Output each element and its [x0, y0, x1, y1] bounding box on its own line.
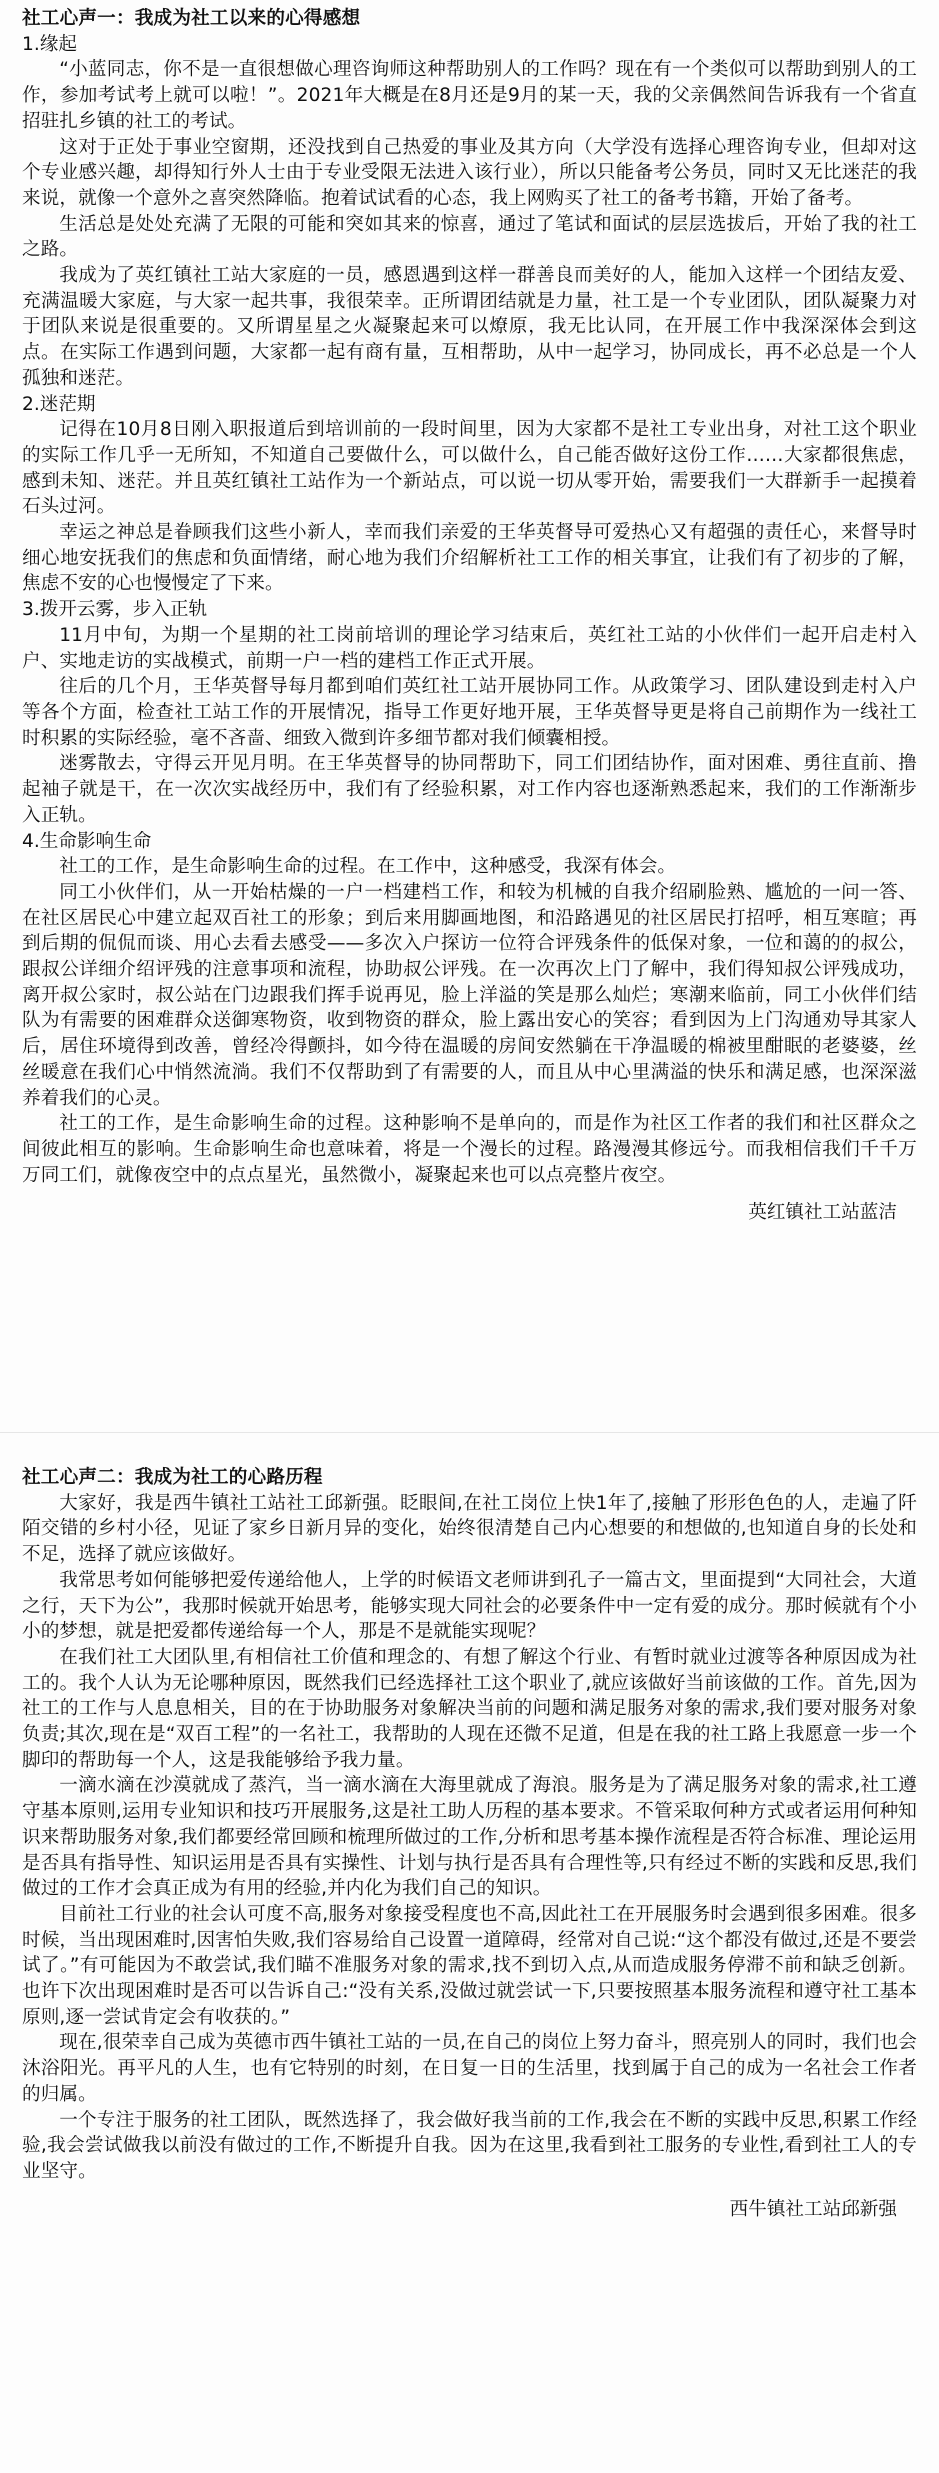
paragraph: 社工的工作，是生命影响生命的过程。在工作中，这种感受，我深有体会。 [59, 856, 677, 878]
article-1 [22, 6, 917, 1226]
paragraph: 往后的几个月，王华英督导每月都到咱们英红社工站开展协同工作。从政策学习、团队建设到走村入户等各个方面，检查社工站工作的开展情况，指导工作更好地开展，王华英督导更是将自己前期作为一线社工时积累的实际经验，毫不吝啬、细致入微到许多细节都对我们倾囊相授。 [22, 676, 917, 749]
paragraph: 记得在10月8日刚入职报道后到培训前的一段时间里，因为大家都不是社工专业出身，对社工这个职业的实际工作几乎一无所知，不知道自己要做什么，可以做什么，自己能否做好这份工作……大家都很焦虑，感到未知、迷茫。并且英红镇社工站作为一个新站点，可以说一切从零开始，需要我们一大群新手一起摸着石头过河。 [22, 419, 917, 518]
paragraph: 社工的工作，是生命影响生命的过程。这种影响不是单向的，而是作为社区工作者的我们和社区群众之间彼此相互的影响。生命影响生命也意味着，将是一个漫长的过程。路漫漫其修远兮。而我相信我们千千万万同工们，就像夜空中的点点星光，虽然微小，凝聚起来也可以点亮整片夜空。 [22, 1113, 917, 1186]
paragraph: 大家好，我是西牛镇社工站社工邱新强。眨眼间,在社工岗位上快1年了,接触了形形色色的人，走遍了阡陌交错的乡村小径，见证了家乡日新月异的变化，始终很清楚自己内心想要的和想做的,也知道自身的长处和不足，选择了就应该做好。 [22, 1492, 917, 1566]
paragraph: 生活总是处处充满了无限的可能和突如其来的惊喜，通过了笔试和面试的层层选拔后，开始了我的社工之路。 [22, 213, 917, 261]
paragraph: 一滴水滴在沙漠就成了蒸汽，当一滴水滴在大海里就成了海浪。服务是为了满足服务对象的需求,社工遵守基本原则,运用专业知识和技巧开展服务,这是社工助人历程的基本要求。不管采取何种方式或者运用何种知识来帮助服务对象,我们都要经常回顾和梳理所做过的工作,分析和思考基本操作流程是否符合标准、理论运用是否具有指导性、知识运用是否具有实操性、计划与执行是否具有合理性等,只有经过不断的实践和反思,我们做过的工作才会真正成为有用的经验,并内化为我们自己的知识。 [22, 1775, 917, 1900]
article-2-title: 社工心声二：我成为社工的心路历程 [22, 1467, 323, 1488]
section-on-track [22, 597, 917, 828]
article-2-signature: 西牛镇社工站邱新强 [729, 2198, 897, 2220]
paragraph: 同工小伙伴们，从一开始枯燥的一户一档建档工作，和较为机械的自我介绍刷脸熟、尴尬的一问一答、在社区居民心中建立起双百社工的形象；到后来用脚画地图，和沿路遇见的社区居民打招呼，相互寒暄；再到后期的侃侃而谈、用心去看去感受——多次入户探访一位符合评残条件的低保对象，一位和蔼的的叔公，跟叔公详细介绍评残的注意事项和流程，协助叔公评残。在一次再次上门了解中，我们得知叔公评残成功，离开叔公家时，叔公站在门边跟我们挥手说再见，脸上洋溢的笑是那么灿烂；寒潮来临前，同工小伙伴们结队为有需要的困难群众送御寒物资，收到物资的群众，脸上露出安心的笑容；看到因为上门沟通劝导其家人后，居住环境得到改善，曾经冷得颤抖，如今待在温暖的房间安然躺在干净温暖的棉被里酣眠的老婆婆，丝丝暖意在我们心中悄然流淌。我们不仅帮助到了有需要的人，而且从中心里满溢的快乐和满足感，也深深滋养着我们的心灵。 [22, 881, 917, 1109]
paragraph: 在我们社工大团队里,有相信社工价值和理念的、有想了解这个行业、有暂时就业过渡等各种原因成为社工的。我个人认为无论哪种原因，既然我们已经选择社工这个职业了,就应该做好当前该做的工作。首先,因为社工的工作与人息息相关，目的在于协助服务对象解决当前的问题和满足服务对象的需求,我们要对服务对象负责;其次,现在是“双百工程”的一名社工，我帮助的人现在还微不足道，但是在我的社工路上我愿意一步一个脚印的帮助每一个人，这是我能够给予我力量。 [22, 1646, 917, 1771]
article-1-signature: 英红镇社工站蓝洁 [748, 1202, 897, 1224]
paragraph: “小蓝同志，你不是一直很想做心理咨询师这种帮助别人的工作吗？现在有一个类似可以帮助到别人的工作，参加考试考上就可以啦！”。2021年大概是在8月还是9月的某一天，我的父亲偶然间告诉我有一个省直招驻扎乡镇的社工的考试。 [22, 59, 917, 132]
section-heading: 2.迷茫期 [22, 393, 96, 415]
paragraph: 目前社工行业的社会认可度不高,服务对象接受程度也不高,因此社工在开展服务时会遇到很多困难。很多时候，当出现困难时,因害怕失败,我们容易给自己设置一道障碍，经常对自己说:“这个都没有做过,还是不要尝试了。”有可能因为不敢尝试,我们瞄不准服务对象的需求,找不到切入点,从而造成服务停滞不前和缺乏创新。也许下次出现困难时是否可以告诉自己:“没有关系,没做过就尝试一下,只要按照基本服务流程和遵守社工基本原则,逐一尝试肯定会有收获的。” [22, 1903, 917, 2028]
section-confusion [22, 392, 917, 598]
article-divider [0, 1432, 939, 1433]
section-life-affects-life [22, 829, 917, 1189]
paragraph: 一个专注于服务的社工团队，既然选择了，我会做好我当前的工作,我会在不断的实践中反思,积累工作经验,我会尝试做我以前没有做过的工作,不断提升自我。因为在这里,我看到社工服务的专业性,看到社工人的专业坚守。 [22, 2109, 917, 2182]
section-heading: 3.拨开云雾，步入正轨 [22, 599, 208, 621]
paragraph: 我成为了英红镇社工站大家庭的一员，感恩遇到这样一群善良而美好的人，能加入这样一个团结友爱、充满温暖大家庭，与大家一起共事，我很荣幸。正所谓团结就是力量，社工是一个专业团队，团队凝聚力对于团队来说是很重要的。又所谓星星之火凝聚起来可以燎原，我无比认同，在开展工作中我深深体会到这点。在实际工作遇到问题，大家都一起有商有量，互相帮助，从中一起学习，协同成长，再不必总是一个人孤独和迷茫。 [22, 265, 917, 389]
article-2 [22, 1465, 917, 2222]
paragraph: 这对于正处于事业空窗期，还没找到自己热爱的事业及其方向（大学没有选择心理咨询专业，但却对这个专业感兴趣，却得知行外人士由于专业受限无法进入该行业），所以只能备考公务员，同时又无比迷茫的我来说，就像一个意外之喜突然降临。抱着试试看的心态，我上网购买了社工的备考书籍，开始了备考。 [22, 136, 917, 209]
section-origin [22, 32, 917, 392]
paragraph: 幸运之神总是眷顾我们这些小新人，幸而我们亲爱的王华英督导可爱热心又有超强的责任心，来督导时细心地安抚我们的焦虑和负面情绪，耐心地为我们介绍解析社工工作的相关事宜，让我们有了初步的了解，焦虑不安的心也慢慢定了下来。 [22, 522, 917, 595]
paragraph: 我常思考如何能够把爱传递给他人，上学的时候语文老师讲到孔子一篇古文，里面提到“大同社会，大道之行，天下为公”，我那时候就开始思考，能够实现大同社会的必要条件中一定有爱的成分。那时候就有个小小的梦想，就是把爱都传递给每一个人，那是不是就能实现呢？ [22, 1569, 917, 1643]
paragraph: 现在,很荣幸自己成为英德市西牛镇社工站的一员,在自己的岗位上努力奋斗，照亮别人的同时，我们也会沐浴阳光。再平凡的人生，也有它特别的时刻，在日复一日的生活里，找到属于自己的成为一名社会工作者的归属。 [22, 2032, 917, 2105]
paragraph: 11月中旬，为期一个星期的社工岗前培训的理论学习结束后，英红社工站的小伙伴们一起开启走村入户、实地走访的实战模式，前期一户一档的建档工作正式开展。 [22, 624, 917, 672]
section-heading: 4.生命影响生命 [22, 830, 152, 852]
article-1-title: 社工心声一：我成为社工以来的心得感想 [22, 8, 361, 29]
paragraph: 迷雾散去，守得云开见月明。在王华英督导的协同帮助下，同工们团结协作，面对困难、勇往直前、撸起袖子就是干，在一次次实战经历中，我们有了经验积累，对工作内容也逐渐熟悉起来，我们的工作渐渐步入正轨。 [22, 753, 917, 826]
section-heading: 1.缘起 [22, 33, 77, 55]
